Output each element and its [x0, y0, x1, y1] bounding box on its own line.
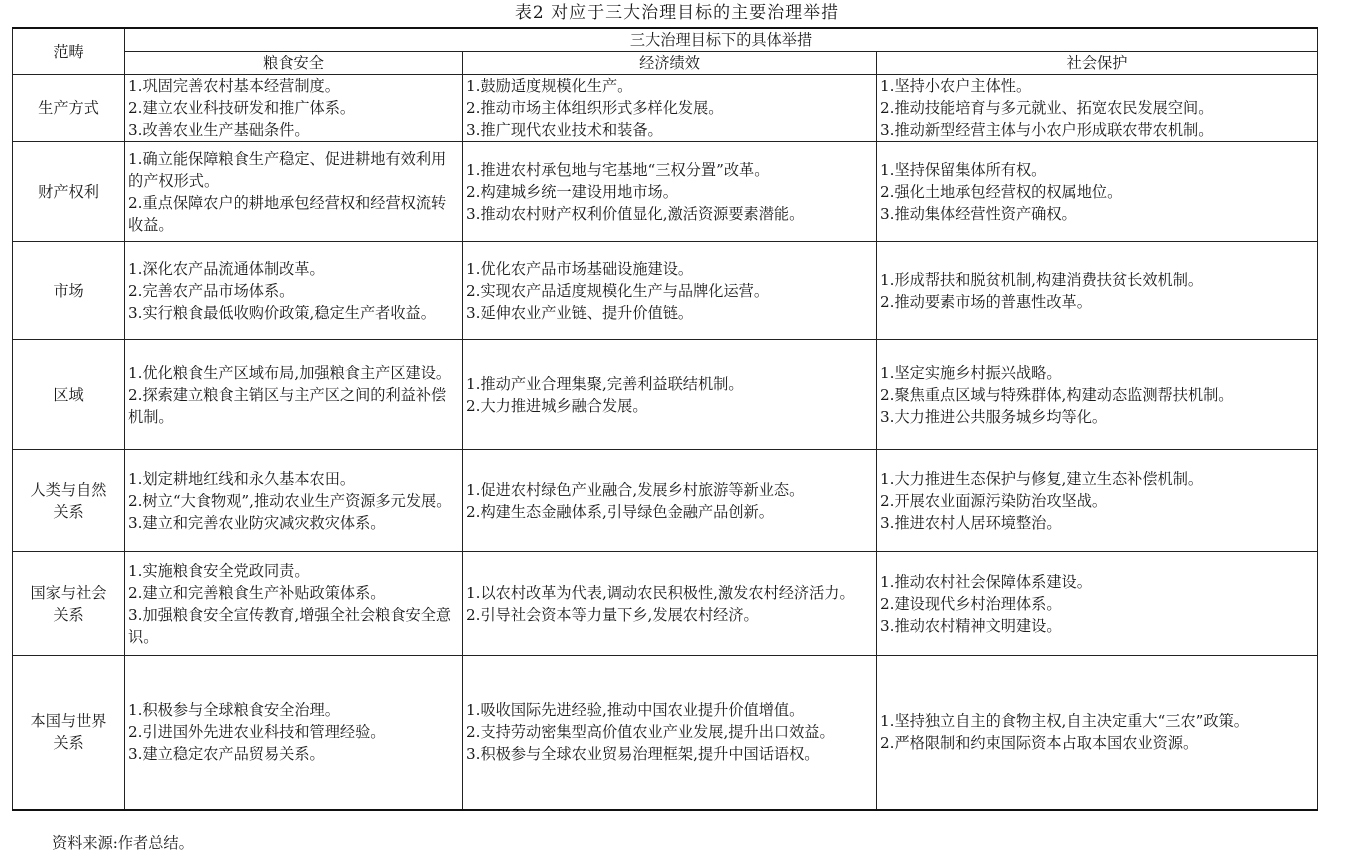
- cell-economic-performance: [463, 242, 877, 340]
- measure-item: 2.引导社会资本等力量下乡,发展农村经济。: [466, 605, 759, 624]
- measure-item: 2.构建城乡统一建设用地市场。: [466, 182, 678, 201]
- category-line: 财产权利: [38, 182, 99, 201]
- measure-item: 1.坚持独立自主的食物主权,自主决定重大“三农”政策。: [880, 712, 1249, 731]
- measure-item: 3.推动农村财产权利价值显化,激活资源要素潜能。: [466, 204, 805, 223]
- measure-item: 3.加强粮食安全宣传教育,增强全社会粮食安全意识。: [128, 605, 452, 646]
- cell-food-security: [125, 75, 463, 142]
- measure-item: 2.推动市场主体组织形式多样化发展。: [466, 99, 724, 117]
- measure-item: 1.吸收国际先进经验,推动中国农业提升价值增值。: [466, 701, 805, 720]
- measure-item: 1.坚持保留集体所有权。: [880, 160, 1047, 179]
- measures-table: [12, 27, 1318, 811]
- table-caption: 表2 对应于三大治理目标的主要治理举措: [514, 3, 840, 23]
- measure-item: 2.强化土地承包经营权的权属地位。: [880, 182, 1123, 201]
- measure-item: 3.推广现代农业技术和装备。: [466, 121, 663, 139]
- measure-item: 3.大力推进公共服务城乡均等化。: [880, 407, 1108, 426]
- measure-item: 3.改善农业生产基础条件。: [128, 121, 310, 139]
- measure-item: 2.重点保障农户的耕地承包经营权和经营权流转收益。: [128, 193, 447, 234]
- cell-social-protection: [877, 450, 1318, 552]
- row-category: [13, 450, 125, 552]
- row-category: [13, 552, 125, 656]
- measure-item: 2.支持劳动密集型高价值农业产业发展,提升出口效益。: [466, 723, 835, 742]
- cell-food-security: [125, 450, 463, 552]
- measure-item: 1.推动农村社会保障体系建设。: [880, 572, 1092, 591]
- measure-item: 2.严格限制和约束国际资本占取本国农业资源。: [880, 734, 1199, 753]
- row-category: [13, 340, 125, 450]
- measure-item: 1.确立能保障粮食生产稳定、促进耕地有效利用的产权形式。: [128, 149, 447, 190]
- measure-item: 1.实施粮食安全党政同责。: [128, 561, 310, 580]
- measure-item: 1.优化粮食生产区域布局,加强粮食主产区建设。: [128, 363, 452, 382]
- measure-item: 1.优化农产品市场基础设施建设。: [466, 259, 694, 278]
- table-row: [13, 656, 1318, 810]
- cell-economic-performance: [463, 552, 877, 656]
- cell-economic-performance: [463, 450, 877, 552]
- measure-item: 1.鼓励适度规模化生产。: [466, 77, 633, 95]
- measure-item: 3.推动农村精神文明建设。: [880, 616, 1062, 635]
- measure-item: 2.树立“大食物观”,推动农业生产资源多元发展。: [128, 491, 452, 510]
- table-row: [13, 340, 1318, 450]
- category-line: 人类与自然: [30, 480, 107, 499]
- measure-item: 3.推动集体经营性资产确权。: [880, 204, 1077, 223]
- category-line: 关系: [53, 502, 84, 521]
- row-category: [13, 656, 125, 810]
- cell-food-security: [125, 552, 463, 656]
- measure-item: 1.积极参与全球粮食安全治理。: [128, 701, 340, 720]
- measure-item: 2.建立和完善粮食生产补贴政策体系。: [128, 583, 386, 602]
- category-line: 生产方式: [38, 99, 99, 117]
- measure-item: 2.推动要素市场的普惠性改革。: [880, 292, 1092, 311]
- measure-item: 1.巩固完善农村基本经营制度。: [128, 77, 340, 95]
- measure-item: 1.深化农产品流通体制改革。: [128, 259, 325, 278]
- cell-economic-performance: [463, 142, 877, 242]
- measure-item: 3.推动新型经营主体与小农户形成联农带农机制。: [880, 121, 1214, 139]
- measure-item: 2.开展农业面源污染防治攻坚战。: [880, 491, 1108, 510]
- cell-social-protection: [877, 75, 1318, 142]
- cell-social-protection: [877, 552, 1318, 656]
- table-row: [13, 242, 1318, 340]
- measure-item: 1.坚定实施乡村振兴战略。: [880, 363, 1062, 382]
- cell-economic-performance: [463, 75, 877, 142]
- category-line: 市场: [53, 281, 84, 300]
- cell-food-security: [125, 340, 463, 450]
- measure-item: 1.大力推进生态保护与修复,建立生态补偿机制。: [880, 469, 1204, 488]
- cell-food-security: [125, 242, 463, 340]
- measure-item: 2.构建生态金融体系,引导绿色金融产品创新。: [466, 502, 774, 521]
- category-line: 国家与社会: [30, 583, 107, 602]
- measure-item: 2.建立农业科技研发和推广体系。: [128, 99, 356, 117]
- header-food-security: 粮食安全: [125, 52, 463, 75]
- cell-economic-performance: [463, 656, 877, 810]
- measure-item: 1.推进农村承包地与宅基地“三权分置”改革。: [466, 160, 770, 179]
- cell-economic-performance: [463, 340, 877, 450]
- measure-item: 2.聚焦重点区域与特殊群体,构建动态监测帮扶机制。: [880, 385, 1234, 404]
- measure-item: 3.积极参与全球农业贸易治理框架,提升中国话语权。: [466, 745, 820, 764]
- measure-item: 1.形成帮扶和脱贫机制,构建消费扶贫长效机制。: [880, 270, 1204, 289]
- category-line: 关系: [53, 605, 84, 624]
- measure-item: 3.建立和完善农业防灾减灾救灾体系。: [128, 513, 386, 532]
- cell-food-security: [125, 656, 463, 810]
- cell-social-protection: [877, 242, 1318, 340]
- table-row: [13, 75, 1318, 142]
- header-category: 范畴: [13, 28, 125, 75]
- measure-item: 3.推进农村人居环境整治。: [880, 513, 1062, 532]
- source-note: 资料来源:作者总结。: [52, 834, 194, 852]
- measure-item: 1.划定耕地红线和永久基本农田。: [128, 469, 356, 488]
- table-row: [13, 450, 1318, 552]
- measure-item: 2.实现农产品适度规模化生产与品牌化运营。: [466, 281, 770, 300]
- header-social-protection: 社会保护: [877, 52, 1318, 75]
- measure-item: 3.建立稳定农产品贸易关系。: [128, 745, 325, 764]
- measure-item: 3.延伸农业产业链、提升价值链。: [466, 303, 694, 322]
- category-line: 区域: [53, 385, 84, 404]
- measure-item: 3.实行粮食最低收购价政策,稳定生产者收益。: [128, 303, 436, 322]
- cell-social-protection: [877, 340, 1318, 450]
- row-category: [13, 142, 125, 242]
- row-category: [13, 242, 125, 340]
- measure-item: 2.探索建立粮食主销区与主产区之间的利益补偿机制。: [128, 385, 447, 426]
- cell-food-security: [125, 142, 463, 242]
- measure-item: 1.以农村改革为代表,调动农民积极性,激发农村经济活力。: [466, 583, 855, 602]
- measure-item: 1.推动产业合理集聚,完善利益联结机制。: [466, 374, 744, 393]
- category-line: 本国与世界: [30, 712, 107, 731]
- header-economic-performance: 经济绩效: [463, 52, 877, 75]
- measure-item: 2.完善农产品市场体系。: [128, 281, 295, 300]
- category-line: 关系: [53, 734, 84, 753]
- cell-social-protection: [877, 656, 1318, 810]
- measure-item: 1.促进农村绿色产业融合,发展乡村旅游等新业态。: [466, 480, 805, 499]
- measure-item: 2.推动技能培育与多元就业、拓宽农民发展空间。: [880, 99, 1214, 117]
- row-category: [13, 75, 125, 142]
- measure-item: 2.大力推进城乡融合发展。: [466, 396, 648, 415]
- table-row: [13, 142, 1318, 242]
- measure-item: 2.引进国外先进农业科技和管理经验。: [128, 723, 386, 742]
- header-group: 三大治理目标下的具体举措: [125, 28, 1318, 52]
- measure-item: 1.坚持小农户主体性。: [880, 77, 1032, 95]
- table-row: [13, 552, 1318, 656]
- measure-item: 2.建设现代乡村治理体系。: [880, 594, 1062, 613]
- cell-social-protection: [877, 142, 1318, 242]
- table-body: [13, 75, 1318, 810]
